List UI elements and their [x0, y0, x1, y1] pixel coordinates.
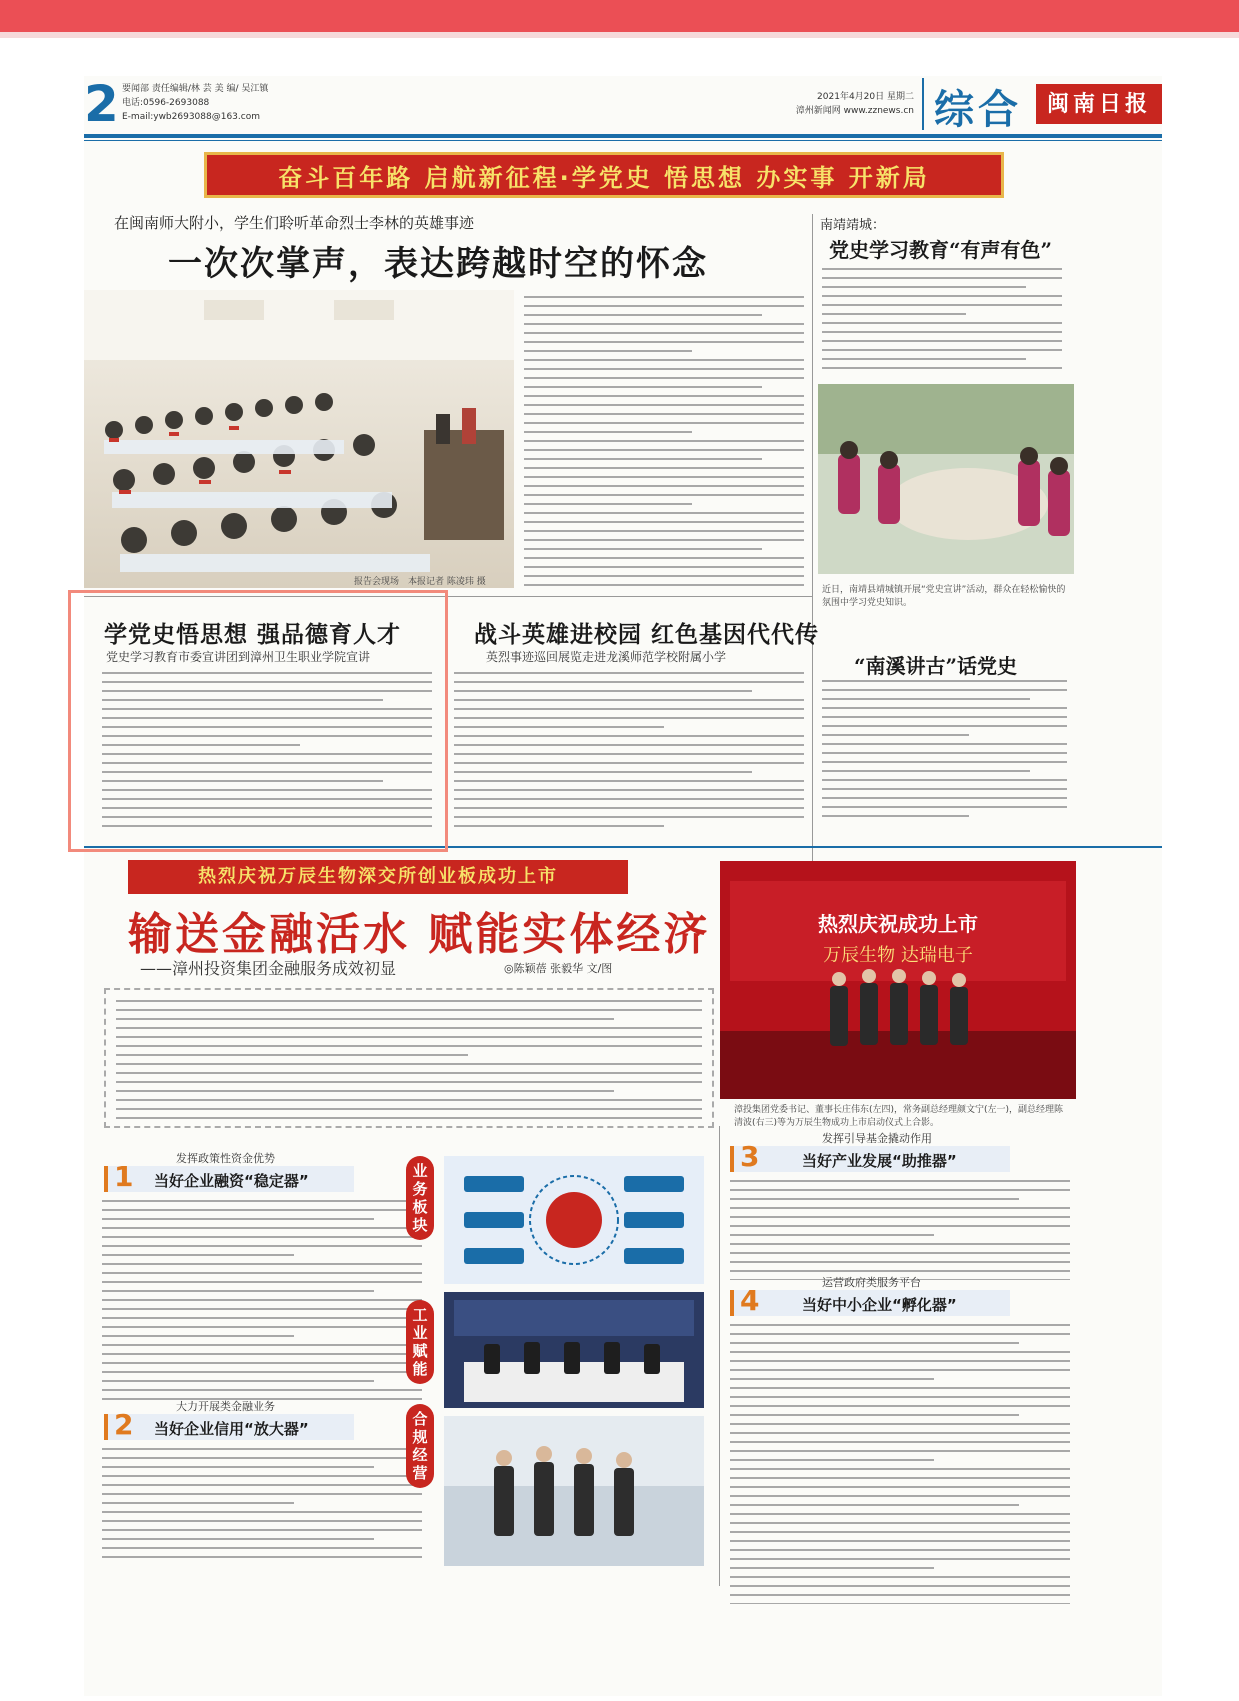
section-3-kicker: 发挥引导基金撬动作用	[822, 1132, 932, 1145]
lead-body-text	[524, 296, 804, 591]
section-3-body-text	[730, 1180, 1070, 1280]
business-diagram-image	[444, 1156, 704, 1284]
finance-headline: 输送金融活水 赋能实体经济	[128, 909, 711, 960]
section-1-number: 1	[114, 1160, 134, 1193]
col1-headline: 学党史悟思想 强品德育人才	[104, 621, 402, 648]
date-line: 2021年4月20日 星期二	[817, 92, 914, 102]
side1-body-text	[822, 268, 1062, 378]
section-1-body-text	[102, 1200, 422, 1400]
side1-kicker: 南靖靖城：	[820, 218, 886, 233]
finance-intro-text	[104, 988, 714, 1128]
theme-banner: 奋斗百年路 启航新征程·学党史 悟思想 办实事 开新局	[204, 152, 1004, 198]
classroom-photo	[84, 290, 514, 588]
col2-subtitle: 英烈事迹巡回展览走进龙溪师范学校附属小学	[486, 650, 727, 664]
top-bar-shadow	[0, 32, 1239, 38]
section-1-kicker: 发挥政策性资金优势	[176, 1152, 275, 1165]
page-number: 2	[84, 75, 119, 133]
section-2-kicker: 大力开展类金融业务	[176, 1400, 275, 1413]
masthead-rule-thin	[84, 140, 1162, 141]
masthead-rule	[84, 134, 1162, 138]
section-3-number: 3	[740, 1140, 760, 1173]
section-4-number: 4	[740, 1284, 760, 1317]
issue-date	[784, 90, 914, 118]
finance-banner: 热烈庆祝万辰生物深交所创业板成功上市	[128, 860, 628, 894]
section-4-kicker: 运营政府类服务平台	[822, 1276, 921, 1289]
newspaper-logo: 闽南日报	[1036, 84, 1162, 124]
signing-ceremony-photo	[444, 1292, 704, 1408]
ceremony-sign-line2: 万辰生物 达瑞电子	[823, 945, 973, 966]
tag-industry: 工业赋能	[406, 1300, 434, 1384]
tag-compliance: 合规经营	[406, 1404, 434, 1488]
section-title: 综合	[934, 86, 1022, 133]
listing-ceremony-photo	[720, 861, 1076, 1099]
side1-headline: 党史学习教育“有声有色”	[829, 238, 1053, 262]
side-photo-caption: 近日，南靖县靖城镇开展“党史宣讲”活动，群众在轻松愉快的氛围中学习党史知识。	[822, 585, 1066, 608]
finance-subtitle: ——漳州投资集团金融服务成效初显	[140, 959, 397, 978]
phone-line: 电话:0596-2693088	[122, 98, 210, 108]
ceremony-sign-line1: 热烈庆祝成功上市	[818, 912, 978, 936]
highlight-box	[68, 590, 448, 852]
section-3-title: 当好产业发展“助推器”	[802, 1152, 957, 1170]
col1-subtitle: 党史学习教育市委宣讲团到漳州卫生职业学院宣讲	[106, 650, 371, 664]
section-2-title: 当好企业信用“放大器”	[154, 1420, 309, 1438]
vertical-tags	[406, 1156, 438, 1496]
side2-body-text	[822, 680, 1067, 830]
outdoor-activity-photo	[818, 384, 1074, 574]
column-divider	[812, 214, 813, 924]
section-4-title: 当好中小企业“孵化器”	[802, 1296, 957, 1314]
masthead	[84, 76, 1162, 136]
side2-headline: “南溪讲古”话党史	[854, 654, 1018, 678]
col2-headline: 战斗英雄进校园 红色基因代代传	[474, 621, 820, 648]
editor-line: 要闻部 责任编辑/林 芸 美 编/ 吴江镇	[122, 84, 269, 94]
masthead-divider	[922, 78, 924, 130]
newspaper-page	[84, 76, 1162, 1696]
section-1-title: 当好企业融资“稳定器”	[154, 1172, 309, 1190]
lead-photo-caption: 报告会现场 本报记者 陈凌玮 摄	[354, 577, 486, 587]
editor-info	[122, 82, 268, 124]
section-4-body-text	[730, 1324, 1070, 1604]
ceremony-caption: 漳投集团党委书记、董事长庄伟东(左四)，常务副总经理颜文宁(左一)，副总经理陈清波(右三)等为万辰生物成功上市启动仪式上合影。	[734, 1105, 1064, 1128]
email-line: E-mail:ywb2693088@163.com	[122, 112, 260, 122]
col2-body-text	[454, 672, 804, 832]
section-2-body-text	[102, 1448, 422, 1558]
browser-top-bar	[0, 0, 1239, 32]
lead-kicker: 在闽南师大附小，学生们聆听革命烈士李林的英雄事迹	[114, 214, 475, 232]
lead-headline: 一次次掌声，表达跨越时空的怀念	[168, 244, 708, 284]
section-2-number: 2	[114, 1408, 134, 1441]
finance-author: ◎陈颖蓓 张毅华 文/图	[504, 962, 613, 975]
tag-business: 业务板块	[406, 1156, 434, 1240]
factory-visit-photo	[444, 1416, 704, 1566]
finance-column-divider	[719, 1126, 720, 1586]
website-line: 漳州新闻网 www.zznews.cn	[795, 106, 914, 116]
